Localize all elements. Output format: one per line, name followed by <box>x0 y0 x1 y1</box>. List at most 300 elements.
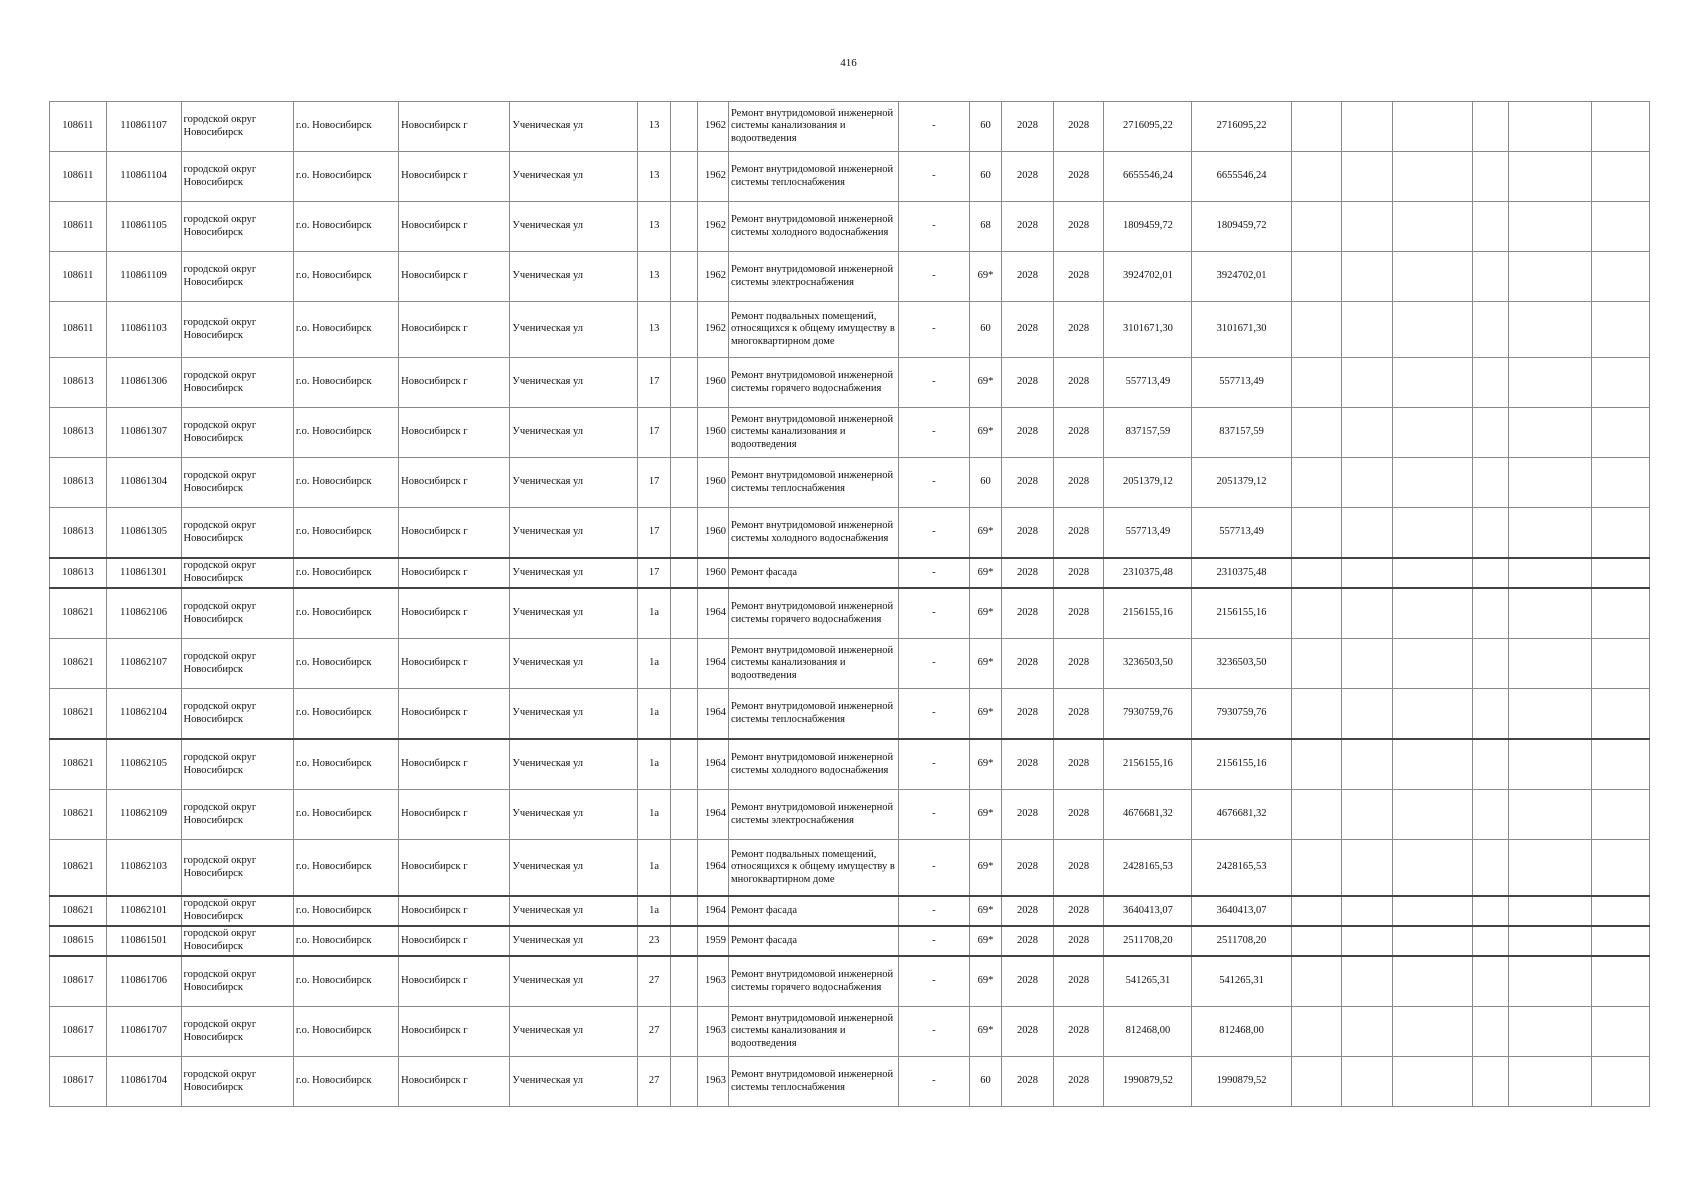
cell-empty <box>1342 926 1393 956</box>
cell-street: Ученическая ул <box>510 1057 638 1107</box>
cell-city: Новосибирск г <box>399 202 510 252</box>
cell-id: 108617 <box>50 1057 107 1107</box>
cell-total: 2716095,22 <box>1192 102 1291 152</box>
cell-start: 2028 <box>1002 202 1054 252</box>
cell-municipality: городской округ Новосибирск <box>181 926 293 956</box>
cell-id: 108613 <box>50 458 107 508</box>
cell-empty <box>1342 639 1393 689</box>
cell-blank <box>671 558 697 588</box>
cell-total: 7930759,76 <box>1192 689 1291 740</box>
cell-municipality: городской округ Новосибирск <box>181 558 293 588</box>
cell-end: 2028 <box>1053 739 1104 790</box>
table-row <box>50 689 1650 740</box>
cell-settlement-type: г.о. Новосибирск <box>293 302 398 358</box>
cell-total: 557713,49 <box>1192 508 1291 559</box>
table-row <box>50 508 1650 559</box>
cell-cost: 2428165,53 <box>1104 840 1192 897</box>
cell-city: Новосибирск г <box>399 588 510 639</box>
cell-start: 2028 <box>1002 302 1054 358</box>
cell-blank <box>671 408 697 458</box>
cell-empty <box>1392 956 1472 1007</box>
cell-empty <box>1342 689 1393 740</box>
cell-municipality: городской округ Новосибирск <box>181 202 293 252</box>
cell-empty <box>1392 508 1472 559</box>
cell-total: 3924702,01 <box>1192 252 1291 302</box>
cell-street: Ученическая ул <box>510 1007 638 1057</box>
cell-work: Ремонт внутридомовой инженерной системы холодного водоснабжения <box>728 739 898 790</box>
cell-dash: - <box>898 588 969 639</box>
cell-empty <box>1472 202 1508 252</box>
table-row <box>50 926 1650 956</box>
cell-house: 17 <box>637 458 670 508</box>
cell-id: 108621 <box>50 739 107 790</box>
cell-empty <box>1472 1057 1508 1107</box>
cell-cost: 541265,31 <box>1104 956 1192 1007</box>
cell-settlement-type: г.о. Новосибирск <box>293 102 398 152</box>
cell-id: 108613 <box>50 358 107 408</box>
cell-empty <box>1592 458 1650 508</box>
cell-municipality: городской округ Новосибирск <box>181 739 293 790</box>
cell-blank <box>671 1057 697 1107</box>
cell-house: 27 <box>637 956 670 1007</box>
cell-empty <box>1472 102 1508 152</box>
cell-empty <box>1592 1007 1650 1057</box>
cell-code: 110861501 <box>106 926 181 956</box>
cell-cost: 812468,00 <box>1104 1007 1192 1057</box>
cell-wear: 69* <box>969 956 1001 1007</box>
cell-total: 2051379,12 <box>1192 458 1291 508</box>
cell-empty <box>1592 358 1650 408</box>
cell-empty <box>1392 896 1472 926</box>
cell-work: Ремонт внутридомовой инженерной системы канализования и водоотведения <box>728 639 898 689</box>
cell-id: 108613 <box>50 558 107 588</box>
cell-start: 2028 <box>1002 458 1054 508</box>
cell-municipality: городской округ Новосибирск <box>181 508 293 559</box>
cell-empty <box>1472 252 1508 302</box>
cell-cost: 7930759,76 <box>1104 689 1192 740</box>
cell-empty <box>1509 1057 1592 1107</box>
cell-municipality: городской округ Новосибирск <box>181 1007 293 1057</box>
cell-empty <box>1291 1057 1342 1107</box>
cell-code: 110862105 <box>106 739 181 790</box>
cell-empty <box>1509 739 1592 790</box>
cell-id: 108611 <box>50 202 107 252</box>
cell-total: 3236503,50 <box>1192 639 1291 689</box>
cell-street: Ученическая ул <box>510 956 638 1007</box>
cell-house: 13 <box>637 102 670 152</box>
cell-empty <box>1342 102 1393 152</box>
cell-wear: 69* <box>969 689 1001 740</box>
cell-end: 2028 <box>1053 302 1104 358</box>
cell-empty <box>1342 840 1393 897</box>
cell-city: Новосибирск г <box>399 252 510 302</box>
cell-work: Ремонт подвальных помещений, относящихся к общему имуществу в многоквартирном доме <box>728 840 898 897</box>
cell-work: Ремонт внутридомовой инженерной системы горячего водоснабжения <box>728 588 898 639</box>
cell-start: 2028 <box>1002 689 1054 740</box>
cell-house: 17 <box>637 408 670 458</box>
cell-year: 1962 <box>697 302 728 358</box>
cell-dash: - <box>898 956 969 1007</box>
cell-empty <box>1509 458 1592 508</box>
table-row <box>50 790 1650 840</box>
cell-municipality: городской округ Новосибирск <box>181 639 293 689</box>
cell-wear: 69* <box>969 558 1001 588</box>
cell-id: 108621 <box>50 639 107 689</box>
cell-settlement-type: г.о. Новосибирск <box>293 252 398 302</box>
cell-code: 110862106 <box>106 588 181 639</box>
cell-end: 2028 <box>1053 840 1104 897</box>
cell-work: Ремонт фасада <box>728 558 898 588</box>
cell-settlement-type: г.о. Новосибирск <box>293 588 398 639</box>
cell-cost: 837157,59 <box>1104 408 1192 458</box>
cell-empty <box>1592 252 1650 302</box>
cell-total: 6655546,24 <box>1192 152 1291 202</box>
cell-blank <box>671 358 697 408</box>
cell-municipality: городской округ Новосибирск <box>181 588 293 639</box>
cell-wear: 69* <box>969 926 1001 956</box>
cell-city: Новосибирск г <box>399 956 510 1007</box>
cell-empty <box>1509 558 1592 588</box>
cell-empty <box>1592 840 1650 897</box>
cell-work: Ремонт внутридомовой инженерной системы теплоснабжения <box>728 689 898 740</box>
cell-start: 2028 <box>1002 252 1054 302</box>
cell-wear: 69* <box>969 252 1001 302</box>
cell-cost: 2511708,20 <box>1104 926 1192 956</box>
cell-year: 1964 <box>697 896 728 926</box>
cell-settlement-type: г.о. Новосибирск <box>293 840 398 897</box>
cell-id: 108621 <box>50 588 107 639</box>
cell-end: 2028 <box>1053 896 1104 926</box>
cell-municipality: городской округ Новосибирск <box>181 689 293 740</box>
cell-year: 1964 <box>697 639 728 689</box>
cell-settlement-type: г.о. Новосибирск <box>293 558 398 588</box>
cell-municipality: городской округ Новосибирск <box>181 956 293 1007</box>
cell-end: 2028 <box>1053 252 1104 302</box>
cell-dash: - <box>898 896 969 926</box>
cell-wear: 69* <box>969 739 1001 790</box>
cell-street: Ученическая ул <box>510 588 638 639</box>
cell-id: 108611 <box>50 152 107 202</box>
cell-total: 557713,49 <box>1192 358 1291 408</box>
cell-id: 108621 <box>50 896 107 926</box>
cell-end: 2028 <box>1053 202 1104 252</box>
cell-blank <box>671 252 697 302</box>
cell-empty <box>1592 558 1650 588</box>
cell-street: Ученическая ул <box>510 926 638 956</box>
cell-empty <box>1472 840 1508 897</box>
cell-id: 108621 <box>50 840 107 897</box>
cell-empty <box>1509 508 1592 559</box>
cell-code: 110861109 <box>106 252 181 302</box>
cell-empty <box>1291 302 1342 358</box>
cell-end: 2028 <box>1053 558 1104 588</box>
cell-city: Новосибирск г <box>399 508 510 559</box>
cell-empty <box>1472 956 1508 1007</box>
cell-empty <box>1291 152 1342 202</box>
page-number: 416 <box>840 57 857 69</box>
cell-municipality: городской округ Новосибирск <box>181 896 293 926</box>
cell-code: 110861706 <box>106 956 181 1007</box>
cell-municipality: городской округ Новосибирск <box>181 458 293 508</box>
cell-wear: 69* <box>969 896 1001 926</box>
cell-id: 108611 <box>50 302 107 358</box>
cell-blank <box>671 302 697 358</box>
cell-year: 1962 <box>697 252 728 302</box>
cell-empty <box>1472 639 1508 689</box>
cell-start: 2028 <box>1002 358 1054 408</box>
cell-start: 2028 <box>1002 508 1054 559</box>
cell-blank <box>671 1007 697 1057</box>
cell-empty <box>1392 1057 1472 1107</box>
cell-empty <box>1342 202 1393 252</box>
cell-end: 2028 <box>1053 926 1104 956</box>
cell-work: Ремонт внутридомовой инженерной системы канализования и водоотведения <box>728 408 898 458</box>
cell-wear: 69* <box>969 1007 1001 1057</box>
cell-empty <box>1592 639 1650 689</box>
cell-house: 27 <box>637 1057 670 1107</box>
cell-empty <box>1291 358 1342 408</box>
cell-dash: - <box>898 202 969 252</box>
cell-work: Ремонт фасада <box>728 896 898 926</box>
cell-empty <box>1472 152 1508 202</box>
cell-code: 110861105 <box>106 202 181 252</box>
cell-settlement-type: г.о. Новосибирск <box>293 1057 398 1107</box>
cell-code: 110861301 <box>106 558 181 588</box>
cell-city: Новосибирск г <box>399 689 510 740</box>
cell-empty <box>1592 1057 1650 1107</box>
cell-municipality: городской округ Новосибирск <box>181 102 293 152</box>
cell-dash: - <box>898 302 969 358</box>
cell-empty <box>1509 302 1592 358</box>
cell-total: 2511708,20 <box>1192 926 1291 956</box>
cell-blank <box>671 689 697 740</box>
cell-blank <box>671 152 697 202</box>
cell-house: 1а <box>637 840 670 897</box>
cell-municipality: городской округ Новосибирск <box>181 840 293 897</box>
cell-code: 110861107 <box>106 102 181 152</box>
cell-house: 1а <box>637 689 670 740</box>
cell-total: 2310375,48 <box>1192 558 1291 588</box>
cell-work: Ремонт внутридомовой инженерной системы электроснабжения <box>728 790 898 840</box>
cell-empty <box>1291 840 1342 897</box>
cell-empty <box>1509 152 1592 202</box>
cell-street: Ученическая ул <box>510 508 638 559</box>
cell-year: 1963 <box>697 956 728 1007</box>
cell-work: Ремонт внутридомовой инженерной системы горячего водоснабжения <box>728 956 898 1007</box>
cell-house: 17 <box>637 558 670 588</box>
cell-end: 2028 <box>1053 102 1104 152</box>
cell-year: 1964 <box>697 840 728 897</box>
cell-dash: - <box>898 1057 969 1107</box>
cell-year: 1960 <box>697 508 728 559</box>
cell-empty <box>1472 558 1508 588</box>
cell-empty <box>1342 790 1393 840</box>
cell-wear: 69* <box>969 408 1001 458</box>
cell-empty <box>1291 408 1342 458</box>
cell-cost: 3640413,07 <box>1104 896 1192 926</box>
cell-house: 17 <box>637 508 670 559</box>
cell-house: 17 <box>637 358 670 408</box>
cell-settlement-type: г.о. Новосибирск <box>293 408 398 458</box>
cell-code: 110861103 <box>106 302 181 358</box>
cell-dash: - <box>898 790 969 840</box>
cell-id: 108621 <box>50 790 107 840</box>
cell-dash: - <box>898 689 969 740</box>
cell-city: Новосибирск г <box>399 302 510 358</box>
cell-street: Ученическая ул <box>510 202 638 252</box>
cell-empty <box>1592 790 1650 840</box>
cell-blank <box>671 508 697 559</box>
cell-year: 1962 <box>697 102 728 152</box>
cell-empty <box>1509 926 1592 956</box>
table-row <box>50 202 1650 252</box>
table-row <box>50 252 1650 302</box>
table-row <box>50 558 1650 588</box>
cell-end: 2028 <box>1053 790 1104 840</box>
table-row <box>50 588 1650 639</box>
cell-empty <box>1592 739 1650 790</box>
cell-id: 108613 <box>50 408 107 458</box>
table-row <box>50 152 1650 202</box>
cell-start: 2028 <box>1002 639 1054 689</box>
cell-year: 1960 <box>697 408 728 458</box>
cell-city: Новосибирск г <box>399 790 510 840</box>
cell-work: Ремонт внутридомовой инженерной системы теплоснабжения <box>728 1057 898 1107</box>
cell-blank <box>671 202 697 252</box>
cell-empty <box>1291 896 1342 926</box>
cell-city: Новосибирск г <box>399 1007 510 1057</box>
cell-start: 2028 <box>1002 790 1054 840</box>
cell-empty <box>1291 956 1342 1007</box>
cell-city: Новосибирск г <box>399 408 510 458</box>
cell-blank <box>671 639 697 689</box>
cell-start: 2028 <box>1002 1007 1054 1057</box>
cell-year: 1963 <box>697 1007 728 1057</box>
cell-cost: 3101671,30 <box>1104 302 1192 358</box>
cell-cost: 2716095,22 <box>1104 102 1192 152</box>
cell-code: 110862101 <box>106 896 181 926</box>
cell-empty <box>1342 408 1393 458</box>
cell-street: Ученическая ул <box>510 840 638 897</box>
cell-empty <box>1472 1007 1508 1057</box>
cell-code: 110862103 <box>106 840 181 897</box>
cell-municipality: городской округ Новосибирск <box>181 1057 293 1107</box>
cell-municipality: городской округ Новосибирск <box>181 252 293 302</box>
cell-empty <box>1392 458 1472 508</box>
cell-wear: 60 <box>969 102 1001 152</box>
cell-wear: 60 <box>969 1057 1001 1107</box>
table-row <box>50 302 1650 358</box>
cell-total: 812468,00 <box>1192 1007 1291 1057</box>
cell-work: Ремонт фасада <box>728 926 898 956</box>
table-row <box>50 408 1650 458</box>
cell-work: Ремонт внутридомовой инженерной системы канализования и водоотведения <box>728 1007 898 1057</box>
cell-work: Ремонт внутридомовой инженерной системы теплоснабжения <box>728 458 898 508</box>
cell-empty <box>1342 458 1393 508</box>
cell-dash: - <box>898 152 969 202</box>
cell-settlement-type: г.о. Новосибирск <box>293 639 398 689</box>
cell-city: Новосибирск г <box>399 639 510 689</box>
cell-blank <box>671 840 697 897</box>
cell-cost: 2156155,16 <box>1104 588 1192 639</box>
cell-year: 1964 <box>697 588 728 639</box>
cell-street: Ученическая ул <box>510 689 638 740</box>
cell-year: 1963 <box>697 1057 728 1107</box>
cell-city: Новосибирск г <box>399 458 510 508</box>
cell-end: 2028 <box>1053 588 1104 639</box>
cell-code: 110861104 <box>106 152 181 202</box>
cell-empty <box>1392 358 1472 408</box>
cell-empty <box>1472 458 1508 508</box>
table-row <box>50 896 1650 926</box>
cell-empty <box>1509 202 1592 252</box>
cell-house: 13 <box>637 252 670 302</box>
table-row <box>50 739 1650 790</box>
cell-empty <box>1592 956 1650 1007</box>
cell-house: 27 <box>637 1007 670 1057</box>
cell-empty <box>1472 739 1508 790</box>
cell-empty <box>1472 896 1508 926</box>
cell-street: Ученическая ул <box>510 302 638 358</box>
cell-wear: 69* <box>969 508 1001 559</box>
cell-dash: - <box>898 739 969 790</box>
cell-empty <box>1392 408 1472 458</box>
cell-code: 110861707 <box>106 1007 181 1057</box>
cell-end: 2028 <box>1053 152 1104 202</box>
cell-settlement-type: г.о. Новосибирск <box>293 358 398 408</box>
cell-empty <box>1291 1007 1342 1057</box>
cell-blank <box>671 458 697 508</box>
cell-settlement-type: г.о. Новосибирск <box>293 508 398 559</box>
cell-empty <box>1509 956 1592 1007</box>
cell-cost: 3236503,50 <box>1104 639 1192 689</box>
cell-dash: - <box>898 358 969 408</box>
cell-settlement-type: г.о. Новосибирск <box>293 896 398 926</box>
cell-total: 3640413,07 <box>1192 896 1291 926</box>
cell-dash: - <box>898 926 969 956</box>
cell-city: Новосибирск г <box>399 152 510 202</box>
cell-municipality: городской округ Новосибирск <box>181 302 293 358</box>
cell-settlement-type: г.о. Новосибирск <box>293 458 398 508</box>
cell-empty <box>1392 202 1472 252</box>
cell-total: 2156155,16 <box>1192 588 1291 639</box>
cell-empty <box>1342 152 1393 202</box>
cell-empty <box>1291 689 1342 740</box>
cell-empty <box>1392 689 1472 740</box>
cell-settlement-type: г.о. Новосибирск <box>293 1007 398 1057</box>
cell-total: 2428165,53 <box>1192 840 1291 897</box>
cell-work: Ремонт подвальных помещений, относящихся к общему имуществу в многоквартирном доме <box>728 302 898 358</box>
cell-dash: - <box>898 458 969 508</box>
cell-municipality: городской округ Новосибирск <box>181 790 293 840</box>
cell-code: 110861307 <box>106 408 181 458</box>
cell-empty <box>1392 588 1472 639</box>
cell-house: 13 <box>637 202 670 252</box>
cell-empty <box>1392 739 1472 790</box>
cell-empty <box>1392 252 1472 302</box>
cell-total: 1990879,52 <box>1192 1057 1291 1107</box>
cell-blank <box>671 896 697 926</box>
cell-city: Новосибирск г <box>399 896 510 926</box>
cell-dash: - <box>898 840 969 897</box>
cell-year: 1959 <box>697 926 728 956</box>
cell-empty <box>1592 896 1650 926</box>
cell-cost: 557713,49 <box>1104 358 1192 408</box>
cell-total: 1809459,72 <box>1192 202 1291 252</box>
cell-dash: - <box>898 558 969 588</box>
cell-start: 2028 <box>1002 956 1054 1007</box>
cell-city: Новосибирск г <box>399 558 510 588</box>
